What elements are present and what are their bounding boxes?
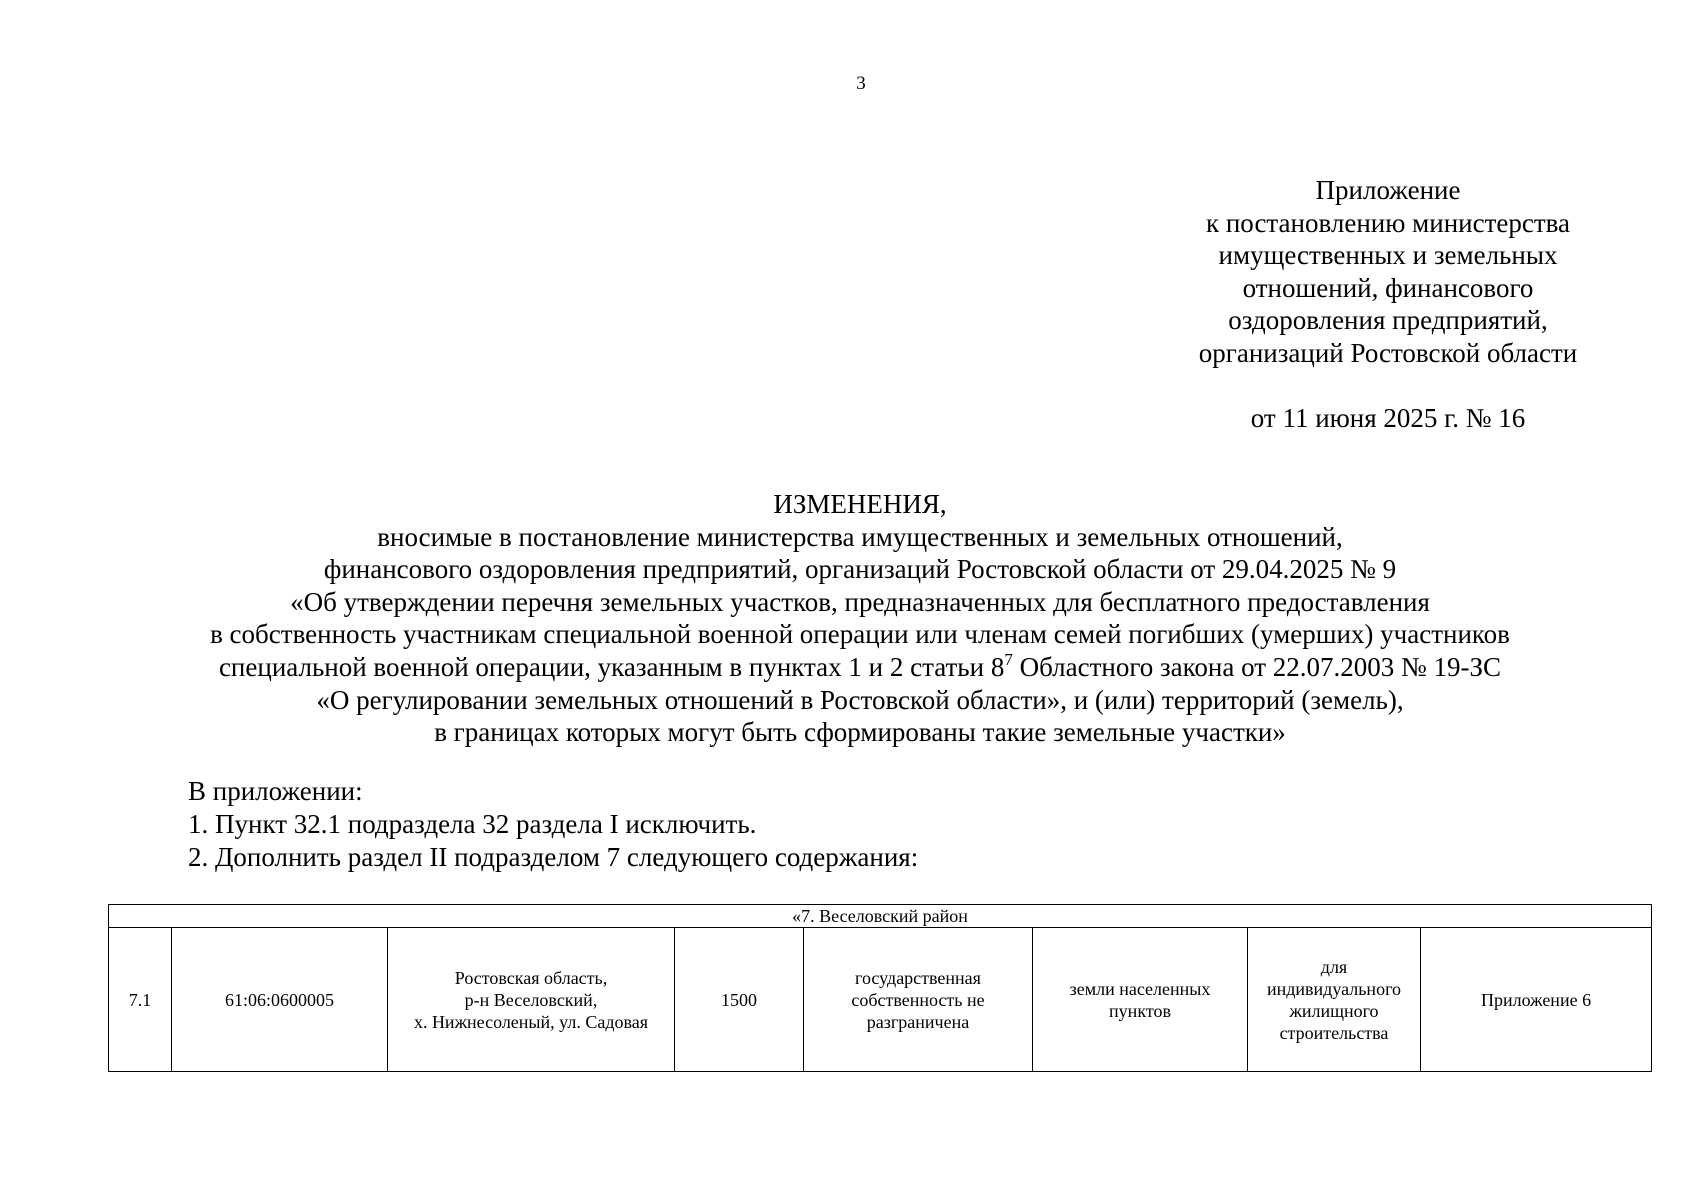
title-line: в границах которых могут быть сформированы такие земельные участки» (434, 717, 1286, 748)
use-line: строительства (1279, 1022, 1389, 1043)
address-line: р-н Веселовский, (464, 989, 598, 1010)
cadastral-number-cell: 61:06:0600005 (172, 928, 388, 1072)
page-number: 3 (856, 73, 866, 94)
appendix-line: имущественных и земельных (1218, 240, 1558, 271)
section-header-cell: «7. Веселовский район (109, 905, 1652, 928)
permitted-use-cell (1248, 928, 1421, 1072)
address-line: х. Нижнесоленый, ул. Садовая (413, 1011, 649, 1032)
title-line (60, 651, 1660, 684)
use-line: жилищного (1289, 1000, 1379, 1021)
area-cell: 1500 (675, 928, 804, 1072)
title-line: «Об утверждении перечня земельных участков, предназначенных для бесплатного предоставления (290, 586, 1430, 617)
land-category-cell (1033, 928, 1248, 1072)
title-line-text: специальной военной операции, указанным в пунктах 1 и 2 статьи 8 (218, 651, 1005, 682)
title-line: финансового оздоровления предприятий, организаций Ростовской области от 29.04.2025 № 9 (323, 554, 1397, 585)
body-item: 2. Дополнить раздел II подразделом 7 следующего содержания: (188, 842, 919, 872)
land-plots-table (108, 904, 1652, 1072)
title-heading: ИЗМЕНЕНИЯ, (773, 489, 947, 519)
body-item: 1. Пункт 32.1 подраздела 32 раздела I исключить. (188, 809, 757, 839)
title-line: «О регулировании земельных отношений в Ростовской области», и (или) территорий (земель), (316, 684, 1404, 715)
appendix-line: оздоровления предприятий, (1228, 305, 1548, 336)
address-line: Ростовская область, (454, 967, 608, 988)
appendix-line: организаций Ростовской области (1198, 337, 1578, 368)
ownership-line: государственная (855, 967, 981, 988)
category-line: земли населенных (1069, 978, 1211, 999)
category-line: пунктов (1109, 1000, 1171, 1021)
article-superscript: 7 (1004, 649, 1013, 669)
attachment-cell: Приложение 6 (1421, 928, 1652, 1072)
title-line-text: Областного закона от 22.07.2003 № 19-ЗС (1012, 651, 1502, 682)
ownership-cell (804, 928, 1033, 1072)
appendix-line: отношений, финансового (1242, 272, 1534, 303)
appendix-line: Приложение (1315, 175, 1461, 205)
body-intro: В приложении: (188, 776, 363, 806)
body-text (188, 775, 1588, 874)
row-number-cell: 7.1 (109, 928, 172, 1072)
ownership-line: собственность не (851, 989, 985, 1010)
ownership-line: разграничена (866, 1011, 970, 1032)
use-line: для (1320, 956, 1348, 977)
address-cell (388, 928, 675, 1072)
document-title (60, 488, 1660, 749)
appendix-date: от 11 июня 2025 г. № 16 (1250, 403, 1526, 433)
table-section-row (109, 905, 1652, 928)
use-line: индивидуального (1266, 978, 1401, 999)
appendix-line: к постановлению министерства (1205, 207, 1571, 238)
title-line: в собственность участникам специальной военной операции или членам семей погибших (умерших) участников (210, 619, 1510, 650)
appendix-header (1148, 174, 1628, 370)
table-row (109, 928, 1652, 1072)
title-line: вносимые в постановление министерства имущественных и земельных отношений, (377, 521, 1343, 552)
